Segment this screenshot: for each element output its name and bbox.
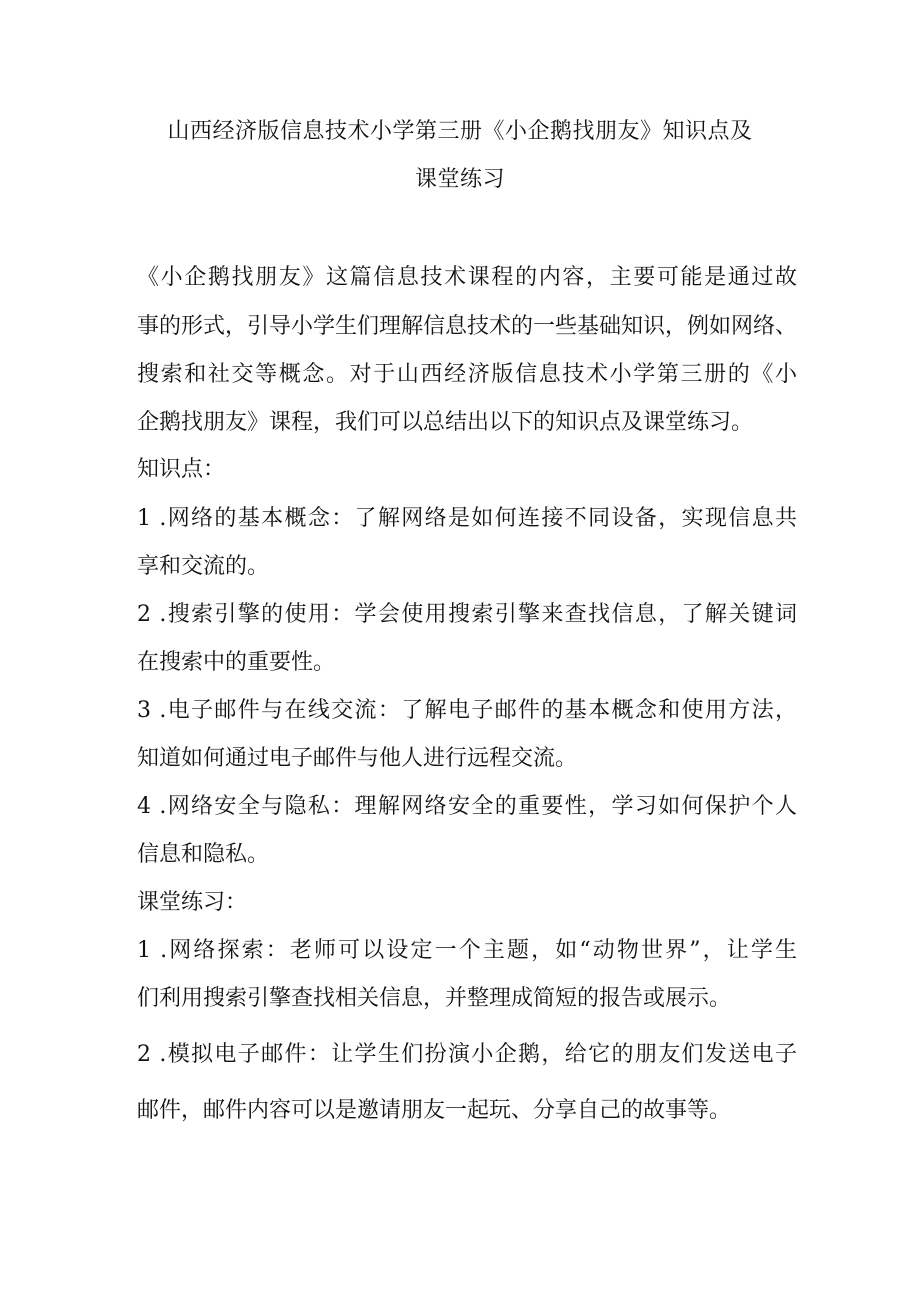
knowledge-item-3-line-2: 知道如何通过电子邮件与他人进行远程交流。 bbox=[137, 746, 578, 771]
knowledge-item-4-line-2: 信息和隐私。 bbox=[137, 842, 270, 867]
knowledge-item-2-line-1: 2 .搜索引擎的使用：学会使用搜索引擎来查找信息，了解关键词 bbox=[137, 602, 797, 627]
intro-line-3: 搜索和社交等概念。对于山西经济版信息技术小学第三册的《小 bbox=[137, 362, 797, 387]
document-title-line-2: 课堂练习 bbox=[414, 167, 505, 192]
practice-item-2-line-2: 邮件，邮件内容可以是邀请朋友一起玩、分享自己的故事等。 bbox=[137, 1098, 732, 1123]
intro-line-4: 企鹅找朋友》课程，我们可以总结出以下的知识点及课堂练习。 bbox=[137, 410, 754, 435]
practice-item-2-line-1: 2 .模拟电子邮件：让学生们扮演小企鹅，给它的朋友们发送电子 bbox=[137, 1042, 797, 1067]
knowledge-heading: 知识点： bbox=[137, 457, 226, 482]
knowledge-item-4-line-1: 4 .网络安全与隐私：理解网络安全的重要性，学习如何保护个人 bbox=[137, 794, 797, 819]
knowledge-item-3-line-1: 3 .电子邮件与在线交流：了解电子邮件的基本概念和使用方法， bbox=[137, 698, 797, 723]
intro-line-1: 《小企鹅找朋友》这篇信息技术课程的内容，主要可能是通过故 bbox=[137, 265, 797, 290]
practice-item-1-line-1: 1 .网络探索：老师可以设定一个主题，如“动物世界”，让学生 bbox=[137, 938, 797, 963]
intro-line-2: 事的形式，引导小学生们理解信息技术的一些基础知识，例如网络、 bbox=[137, 314, 798, 339]
practice-item-1-line-2: 们利用搜索引擎查找相关信息，并整理成简短的报告或展示。 bbox=[137, 986, 732, 1011]
knowledge-item-1-line-2: 享和交流的。 bbox=[137, 554, 270, 579]
knowledge-item-1-line-1: 1 .网络的基本概念：了解网络是如何连接不同设备，实现信息共 bbox=[137, 506, 797, 531]
knowledge-item-2-line-2: 在搜索中的重要性。 bbox=[137, 650, 336, 675]
practice-heading: 课堂练习： bbox=[137, 890, 248, 915]
document-title-line-1: 山西经济版信息技术小学第三册《小企鹅找朋友》知识点及 bbox=[167, 119, 753, 144]
